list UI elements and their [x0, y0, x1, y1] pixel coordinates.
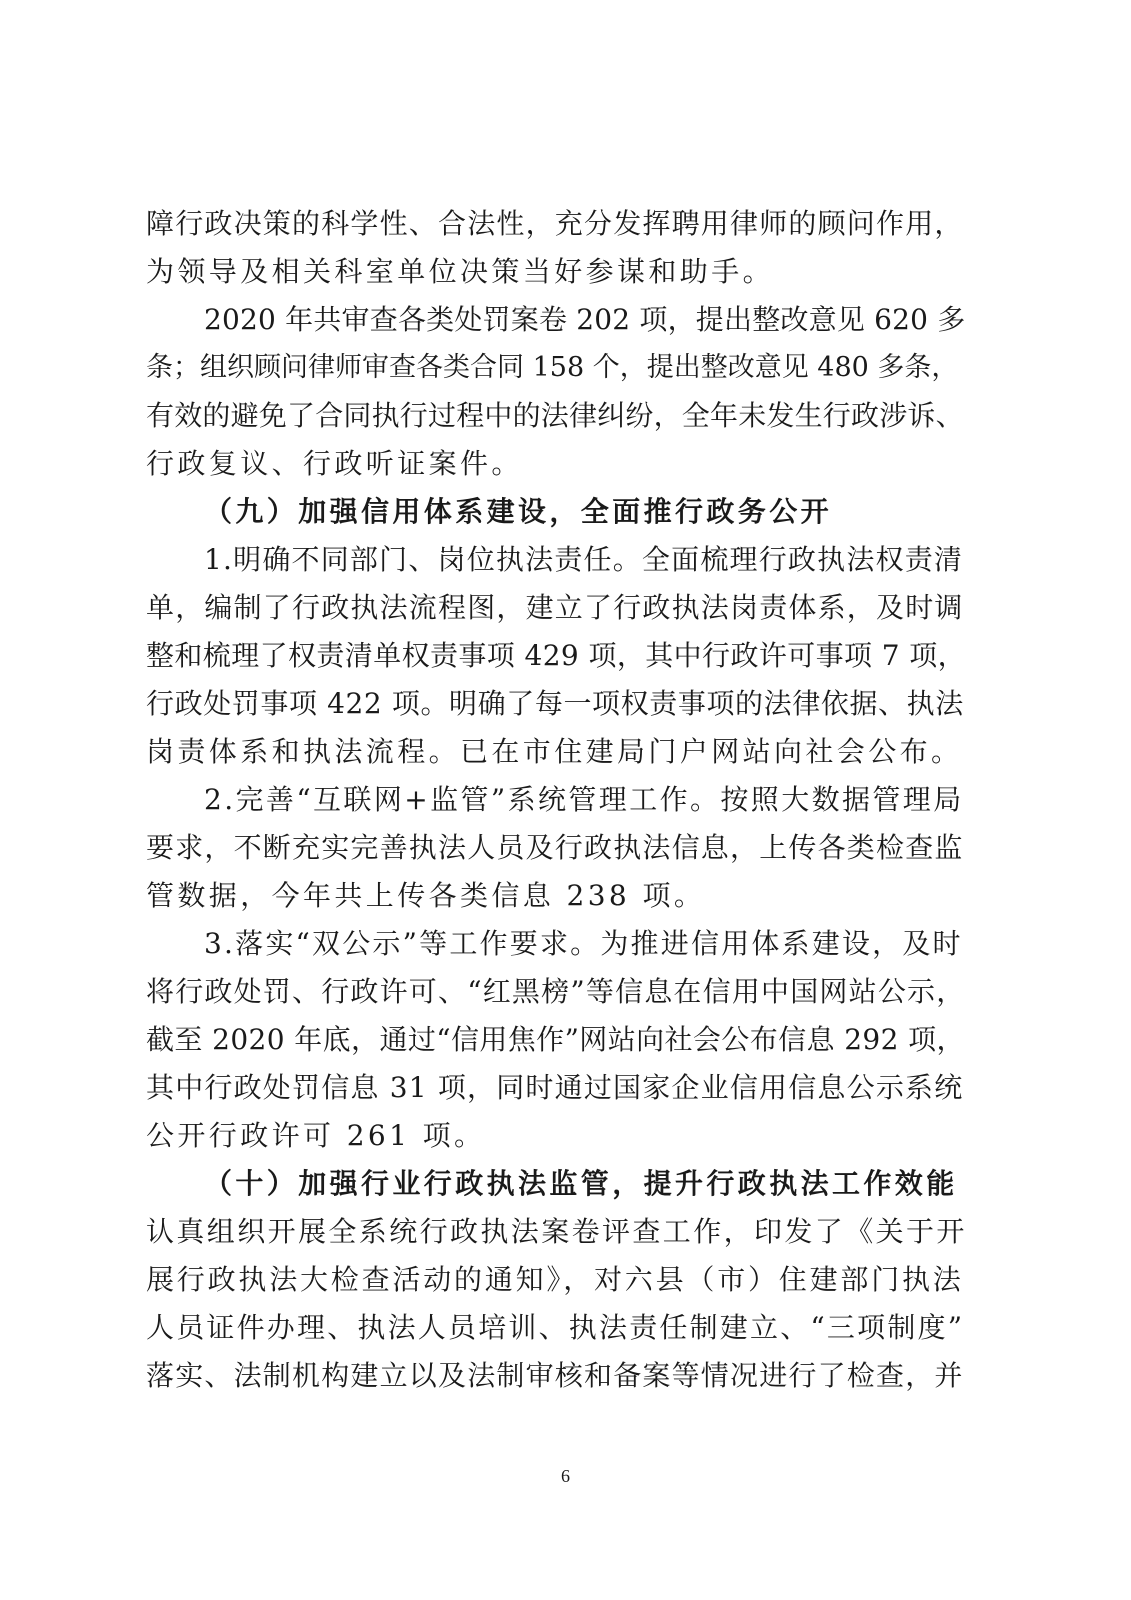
- text-line: 截至 2020 年底，通过“信用焦作”网站向社会公布信息 292 项，: [146, 1023, 965, 1056]
- paragraph-start-line: 3.落实“双公示”等工作要求。为推进信用体系建设，及时: [204, 927, 963, 960]
- paragraph-start-line: 1.明确不同部门、岗位执法责任。全面梳理行政执法权责清: [204, 543, 964, 576]
- text-line: 行政复议、行政听证案件。: [146, 447, 523, 480]
- text-line: 单，编制了行政执法流程图，建立了行政执法岗责体系，及时调: [146, 591, 964, 624]
- document-body: [146, 200, 966, 1400]
- text-line: 认真组织开展全系统行政执法案卷评查工作，印发了《关于开: [146, 1215, 967, 1248]
- section-heading-9: （九）加强信用体系建设，全面推行政务公开: [204, 495, 833, 528]
- text-line: 其中行政处罚信息 31 项，同时通过国家企业信用信息公示系统: [146, 1071, 964, 1104]
- text-line: 公开行政许可 261 项。: [146, 1119, 486, 1152]
- section-heading-10: （十）加强行业行政执法监管，提升行政执法工作效能: [204, 1167, 958, 1200]
- text-line: 落实、法制机构建立以及法制审核和备案等情况进行了检查，并: [146, 1359, 964, 1392]
- text-line: 展行政执法大检查活动的通知》，对六县（市）住建部门执法: [146, 1263, 964, 1296]
- text-line: 管数据，今年共上传各类信息 238 项。: [146, 879, 706, 912]
- text-line: 要求，不断充实完善执法人员及行政执法信息，上传各类检查监: [146, 831, 964, 864]
- paragraph-start-line: 2.完善“互联网+监管”系统管理工作。按照大数据管理局: [204, 783, 964, 816]
- text-line: 整和梳理了权责清单权责事项 429 项，其中行政许可事项 7 项，: [146, 639, 967, 672]
- text-line: 条；组织顾问律师审查各类合同 158 个，提出整改意见 480 多条，: [146, 352, 959, 383]
- text-line: 障行政决策的科学性、合法性，充分发挥聘用律师的顾问作用，: [146, 207, 964, 240]
- text-line: 人员证件办理、执法人员培训、执法责任制建立、“三项制度”: [146, 1311, 965, 1344]
- text-line: 将行政处罚、行政许可、“红黑榜”等信息在信用中国网站公示，: [146, 975, 966, 1008]
- text-line: 行政处罚事项 422 项。明确了每一项权责事项的法律依据、执法: [146, 687, 964, 720]
- paragraph-start-line: 2020 年共审查各类处罚案卷 202 项，提出整改意见 620 多: [204, 303, 966, 336]
- text-line: 有效的避免了合同执行过程中的法律纠纷，全年未发生行政涉诉、: [146, 399, 964, 432]
- page-number: 6: [561, 1466, 570, 1486]
- text-line: 岗责体系和执法流程。已在市住建局门户网站向社会公布。: [146, 735, 963, 768]
- text-line: 为领导及相关科室单位决策当好参谋和助手。: [146, 255, 775, 288]
